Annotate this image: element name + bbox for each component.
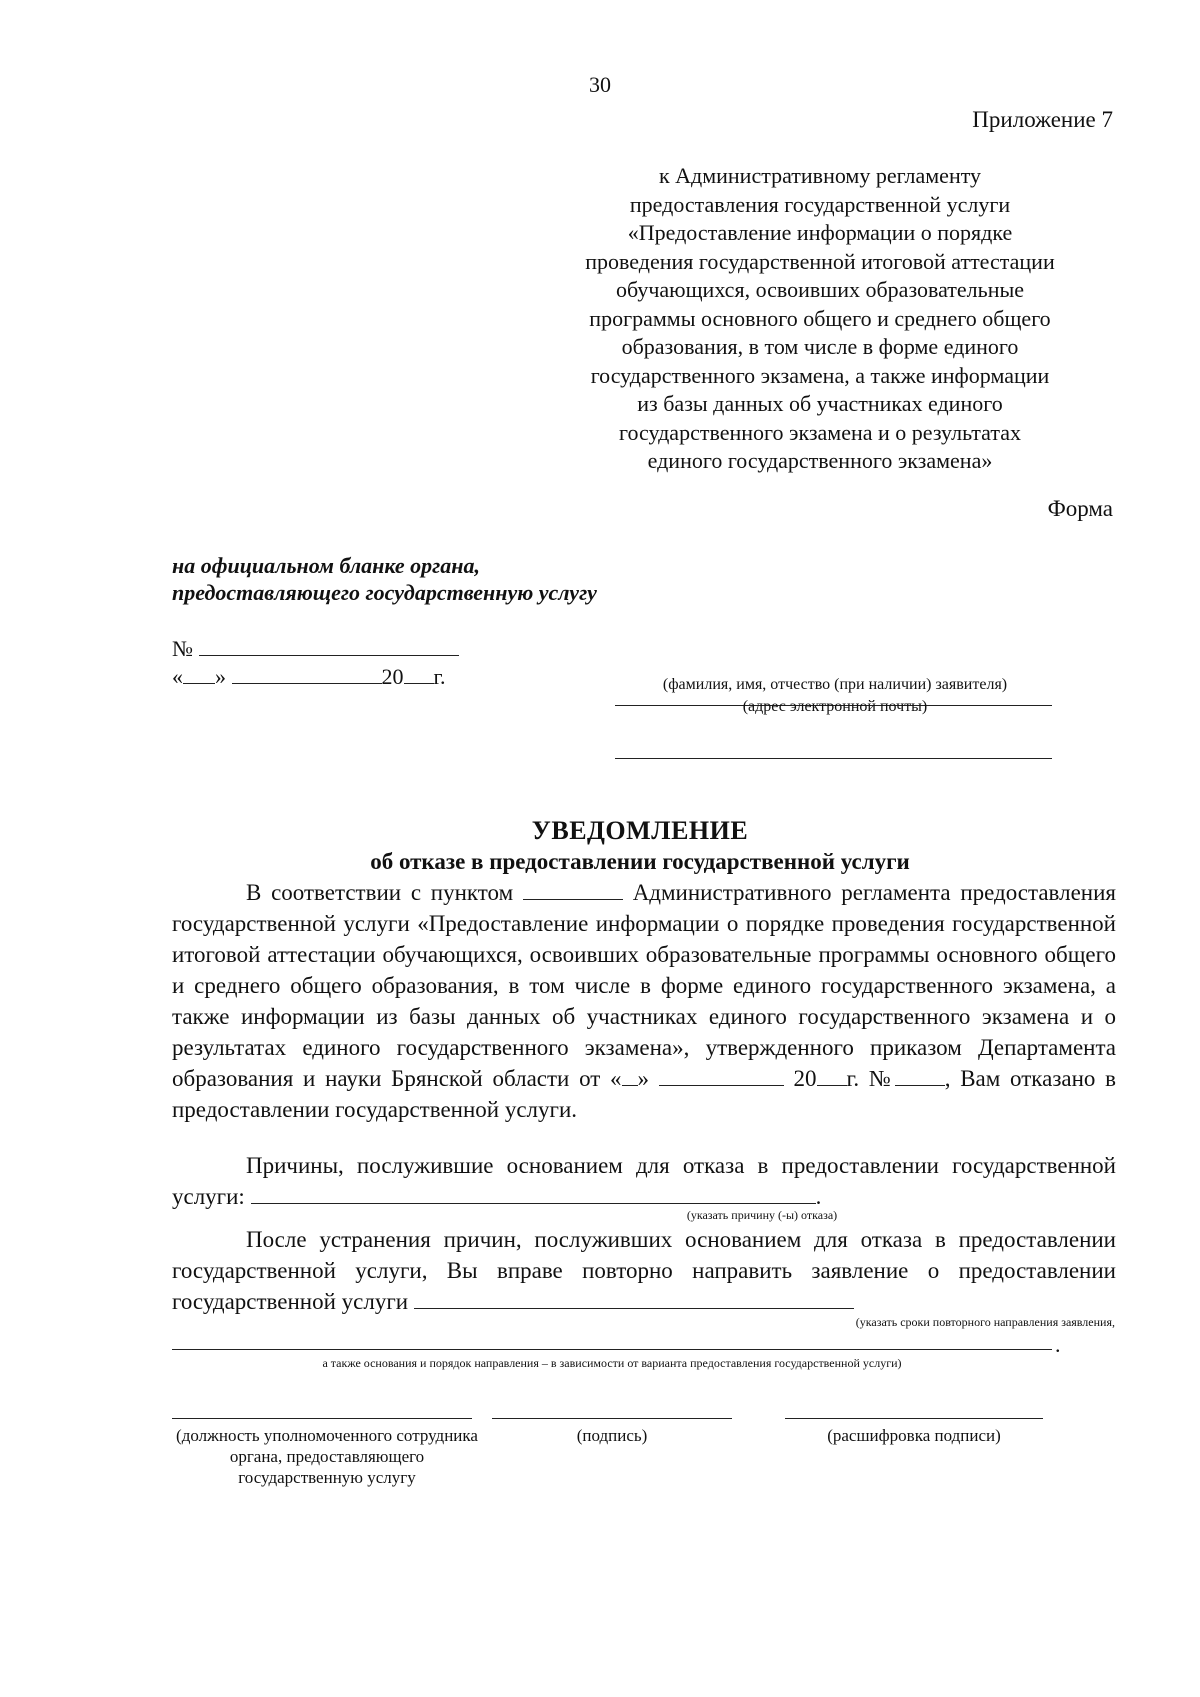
decoding-line[interactable] — [785, 1418, 1043, 1419]
month-blank[interactable] — [232, 663, 382, 684]
position-caption: (должность уполномоченного сотрудника органа, предоставляющего государственную услугу — [176, 1426, 478, 1487]
header-line: «Предоставление информации о порядке — [627, 220, 1013, 245]
document-date-field — [172, 663, 446, 690]
basis-line[interactable] — [172, 1349, 1052, 1350]
document-number-field — [172, 635, 459, 662]
number-sign: № — [172, 636, 193, 661]
quote-open: « — [172, 664, 183, 689]
header-line: к Административному регламенту — [658, 163, 982, 188]
item-number-blank[interactable] — [523, 879, 623, 900]
notice-subtitle: об отказе в предоставлении государственной услуги — [370, 849, 910, 874]
p1-quote: » — [637, 1066, 650, 1091]
reason-blank[interactable] — [251, 1183, 816, 1204]
applicant-name-caption: (фамилия, имя, отчество (при наличии) заявителя) — [662, 676, 1008, 693]
header-line: государственного экзамена и о результатах — [619, 419, 1021, 445]
email-line[interactable] — [615, 758, 1052, 759]
p1-body: Административного регламента предоставления государственной услуги «Предоставление информации о порядке проведения государственной итоговой аттестации обучающихся, освоивших образовательные программы основного общего и среднего общего образования, в том числе в форме единого государственного экзамена, а также информации из базы данных об участниках единого государственного экзамена и о результатах единого государственного экзамена», утвержденного приказом Департамента образования и науки Брянской области от « — [172, 880, 1116, 1091]
p3-text: После устранения причин, послуживших основанием для отказа в предоставлении государственной услуги, Вы вправе повторно направить заявление о предоставлении государственной услуги — [172, 1227, 1116, 1314]
signature-line[interactable] — [492, 1418, 732, 1419]
page-number: 30 — [589, 72, 611, 97]
deadline-blank[interactable] — [414, 1288, 854, 1309]
notice-paragraph-3 — [172, 1224, 1116, 1317]
signature-caption: (подпись) — [576, 1426, 648, 1445]
position-line[interactable] — [172, 1418, 472, 1419]
notice-paragraph-1 — [172, 877, 1116, 1125]
header-line: предоставления государственной услуги — [629, 191, 1011, 217]
letterhead-note: на официальном бланке органа, предоставляющего государственную услугу — [172, 553, 597, 605]
p1-end: , Вам отказано в предоставлении государственной услуги. — [172, 1066, 1117, 1122]
basis-dot: . — [1055, 1332, 1061, 1357]
email-caption: (адрес электронной почты) — [742, 698, 928, 715]
p1-start: В соответствии с пунктом — [246, 880, 514, 905]
year-blank[interactable] — [404, 663, 434, 684]
day-blank[interactable] — [183, 663, 215, 684]
order-year-blank[interactable] — [817, 1065, 847, 1086]
header-line: единого государственного экзамена» — [647, 448, 993, 473]
order-number-blank[interactable] — [895, 1065, 945, 1086]
header-line: программы основного общего и среднего общего — [589, 305, 1051, 331]
order-day-blank[interactable] — [622, 1065, 638, 1086]
regulation-reference — [575, 162, 1065, 476]
basis-caption: а также основания и порядок направления – в зависимости от варианта предоставления государственной услуги) — [322, 1356, 902, 1370]
order-month-blank[interactable] — [659, 1065, 784, 1086]
header-line: проведения государственной итоговой аттестации — [585, 248, 1055, 274]
p2-dot: . — [815, 1184, 822, 1209]
header-line: из базы данных об участниках единого — [637, 391, 1003, 416]
header-line: обучающихся, освоивших образовательные — [615, 277, 1025, 302]
p1-year: 20 — [793, 1066, 817, 1091]
year-prefix: 20 — [381, 664, 404, 689]
notice-title: УВЕДОМЛЕНИЕ — [531, 816, 749, 845]
header-line: государственного экзамена, а также информации — [590, 362, 1050, 388]
p1-number-label: г. № — [846, 1066, 895, 1091]
quote-close: » — [215, 664, 226, 689]
form-label: Форма — [1047, 496, 1113, 521]
year-suffix: г. — [433, 664, 446, 689]
header-line: образования, в том числе в форме единого — [621, 334, 1019, 359]
p2-text: Причины, послужившие основанием для отказа в предоставлении государственной услуги: — [172, 1153, 1116, 1209]
decoding-caption: (расшифровка подписи) — [827, 1426, 1001, 1445]
deadline-caption: (указать сроки повторного направления заявления, — [855, 1315, 1115, 1329]
notice-paragraph-2 — [172, 1150, 1116, 1212]
appendix-label: Приложение 7 — [972, 107, 1113, 132]
reason-caption: (указать причину (-ы) отказа) — [686, 1208, 838, 1222]
number-blank[interactable] — [199, 635, 459, 656]
